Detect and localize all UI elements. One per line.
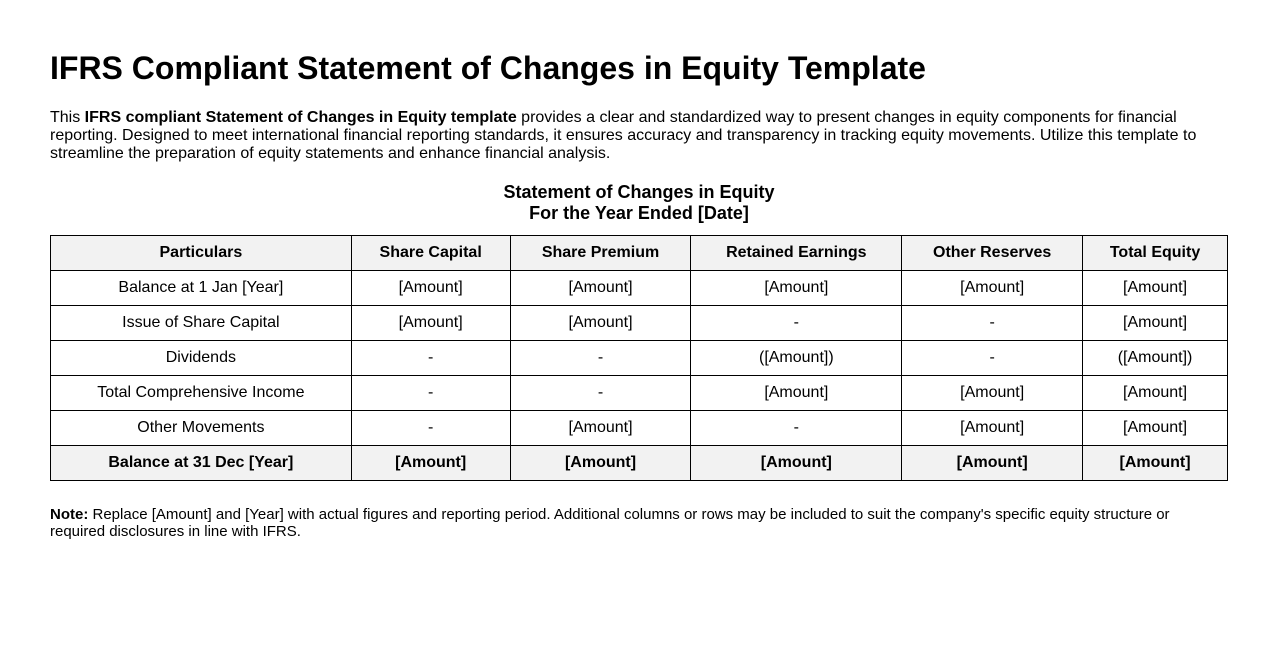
note-text: Replace [Amount] and [Year] with actual figures and reporting period. Additional columns or rows may be included to suit the company's specific equity structure or required disclosures in line with IFRS.: [50, 506, 1170, 540]
cell: -: [351, 376, 510, 411]
intro-paragraph: [50, 109, 1228, 163]
note: [50, 506, 1228, 540]
cell: Total Comprehensive Income: [51, 376, 352, 411]
cell: [Amount]: [510, 446, 691, 481]
cell: [Amount]: [510, 306, 691, 341]
cell: [Amount]: [902, 411, 1083, 446]
header-particulars: Particulars: [51, 236, 352, 271]
statement-caption: [50, 182, 1228, 224]
cell: -: [510, 376, 691, 411]
cell: -: [351, 341, 510, 376]
intro-bold: IFRS compliant Statement of Changes in Equity template: [84, 109, 517, 126]
intro-rest: provides a clear and standardized way to present changes in equity components for financial reporting. Designed to meet international financial reporting standards, it ensures accuracy and transparency in tracking equity movements. Utilize this template to streamline the preparation of equity statements and enhance financial analysis.: [50, 109, 1197, 162]
cell: [Amount]: [691, 376, 902, 411]
table-row: [51, 306, 1228, 341]
statement-title: Statement of Changes in Equity: [503, 182, 775, 202]
statement-period: For the Year Ended [Date]: [529, 203, 749, 223]
cell: -: [510, 341, 691, 376]
cell: -: [902, 306, 1083, 341]
cell: ([Amount]): [1083, 341, 1228, 376]
cell: [Amount]: [351, 306, 510, 341]
header-other-reserves: Other Reserves: [902, 236, 1083, 271]
cell: ([Amount]): [691, 341, 902, 376]
table-row: [51, 341, 1228, 376]
cell: [Amount]: [1083, 446, 1228, 481]
table-row: [51, 411, 1228, 446]
cell: Other Movements: [51, 411, 352, 446]
cell: [Amount]: [691, 446, 902, 481]
header-share-capital: Share Capital: [351, 236, 510, 271]
cell: [Amount]: [351, 271, 510, 306]
intro-prefix: This: [50, 109, 85, 126]
cell: -: [902, 341, 1083, 376]
cell: [Amount]: [902, 376, 1083, 411]
cell: [Amount]: [1083, 376, 1228, 411]
note-label: Note:: [50, 506, 89, 523]
cell: Balance at 1 Jan [Year]: [51, 271, 352, 306]
table-row: [51, 271, 1228, 306]
cell: Dividends: [51, 341, 352, 376]
cell: -: [691, 411, 902, 446]
table-header-row: [51, 236, 1228, 271]
cell: Issue of Share Capital: [51, 306, 352, 341]
cell: Balance at 31 Dec [Year]: [51, 446, 352, 481]
cell: [Amount]: [510, 411, 691, 446]
cell: [Amount]: [902, 446, 1083, 481]
page-title: IFRS Compliant Statement of Changes in Equity Template: [50, 50, 926, 86]
cell: [Amount]: [1083, 306, 1228, 341]
total-row: [51, 446, 1228, 481]
cell: [Amount]: [1083, 271, 1228, 306]
header-share-premium: Share Premium: [510, 236, 691, 271]
cell: [Amount]: [1083, 411, 1228, 446]
equity-table: [50, 235, 1228, 481]
header-total-equity: Total Equity: [1083, 236, 1228, 271]
cell: [Amount]: [691, 271, 902, 306]
header-retained-earnings: Retained Earnings: [691, 236, 902, 271]
cell: [Amount]: [510, 271, 691, 306]
cell: -: [691, 306, 902, 341]
cell: -: [351, 411, 510, 446]
table-row: [51, 376, 1228, 411]
cell: [Amount]: [902, 271, 1083, 306]
cell: [Amount]: [351, 446, 510, 481]
